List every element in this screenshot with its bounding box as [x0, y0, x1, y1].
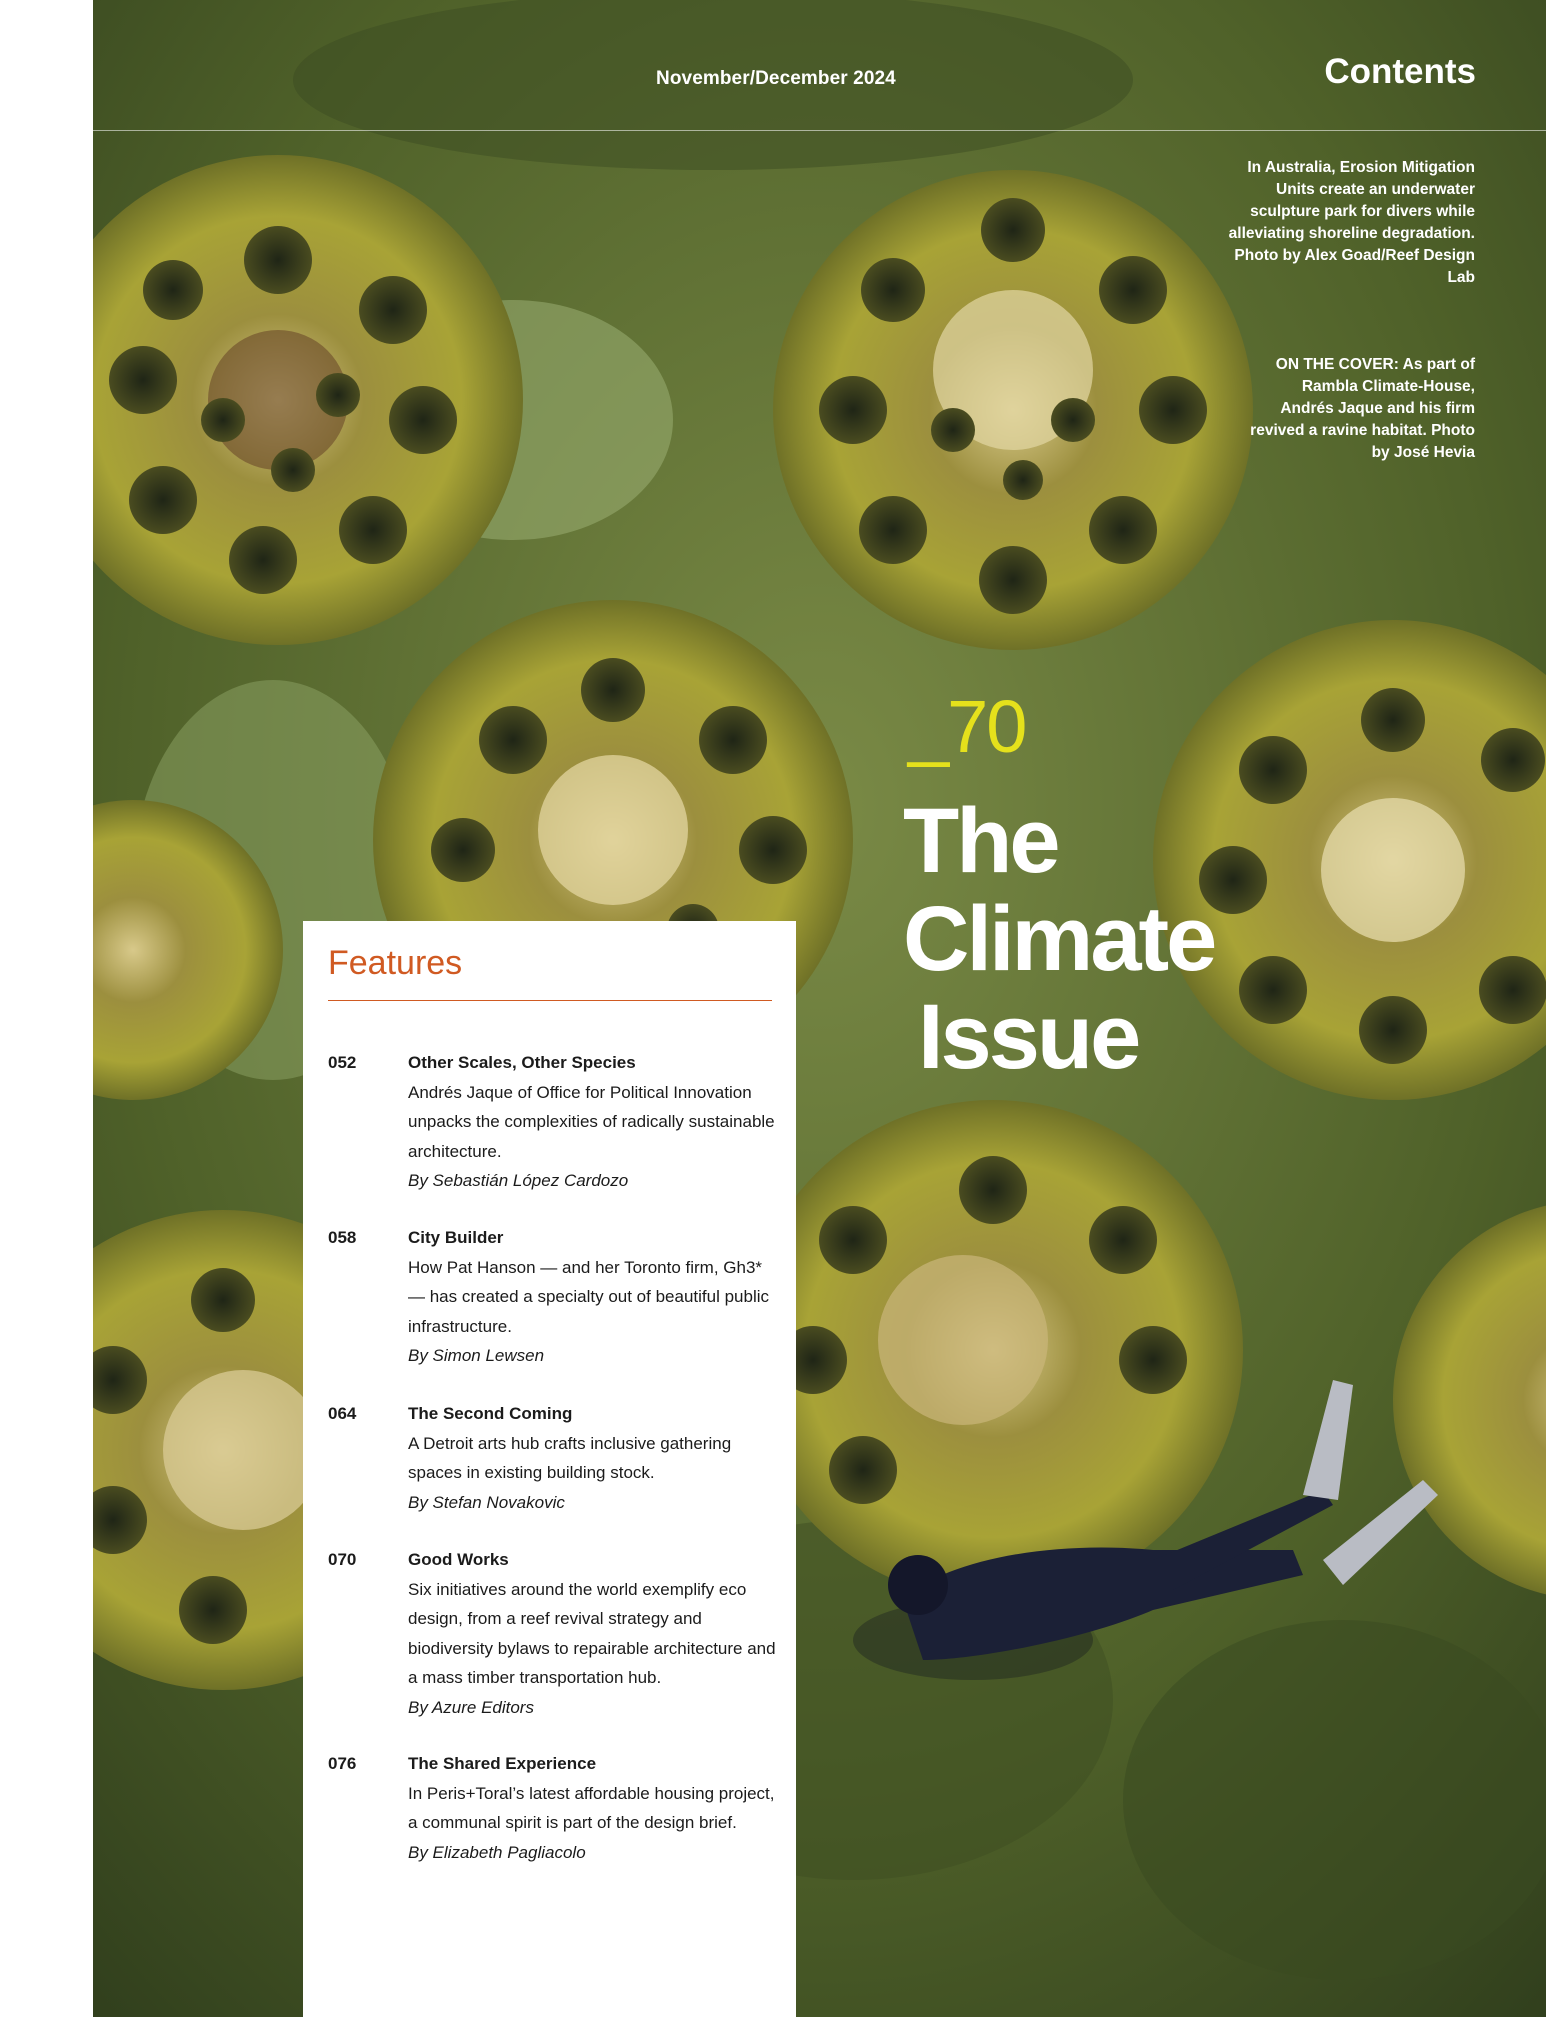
- feature-description: Andrés Jaque of Office for Political Innovation unpacks the complexities of radically sustainable architecture.: [408, 1082, 775, 1161]
- feature-item[interactable]: [328, 1048, 778, 1196]
- reef-unit: [743, 1100, 1243, 1600]
- page-title: Contents: [1324, 52, 1476, 91]
- feature-page-number: 058: [328, 1228, 357, 1247]
- feature-byline: By Elizabeth Pagliacolo: [408, 1842, 586, 1862]
- feature-description: A Detroit arts hub crafts inclusive gathering spaces in existing building stock.: [408, 1433, 732, 1482]
- cover-caption: [1245, 354, 1475, 464]
- reef-unit: [773, 170, 1253, 650]
- features-panel: [303, 921, 796, 2017]
- issue-title-line: The: [903, 790, 1058, 892]
- issue-title-line: Issue: [918, 986, 1139, 1088]
- header-rule: [93, 130, 1546, 131]
- feature-item[interactable]: [328, 1749, 778, 1867]
- feature-title: The Shared Experience: [408, 1754, 597, 1773]
- feature-description: In Peris+Toral’s latest affordable housing project, a communal spirit is part of the design brief.: [408, 1783, 775, 1832]
- features-heading: Features: [328, 944, 463, 982]
- feature-item[interactable]: [328, 1399, 778, 1517]
- feature-title: Good Works: [408, 1550, 509, 1569]
- issue-title-line: Climate: [903, 888, 1215, 990]
- issue-number: _70: [908, 685, 1026, 768]
- feature-page-number: 076: [328, 1754, 357, 1773]
- feature-description: Six initiatives around the world exemplify eco design, from a reef revival strategy and biodiversity bylaws to repairable architecture and a mass timber transportation hub.: [408, 1579, 776, 1687]
- issue-title: [903, 792, 1323, 1086]
- feature-page-number: 070: [328, 1550, 357, 1569]
- issue-date: November/December 2024: [656, 68, 896, 89]
- cover-caption-label: ON THE COVER:: [1275, 356, 1399, 373]
- photo-caption: In Australia, Erosion Mitigation Units create an underwater sculpture park for divers while alleviating shoreline degradation. Photo by Alex Goad/Reef Design Lab: [1228, 159, 1475, 286]
- feature-byline: By Azure Editors: [408, 1697, 534, 1717]
- features-rule: [328, 1000, 772, 1001]
- feature-item[interactable]: [328, 1223, 778, 1371]
- feature-item[interactable]: [328, 1545, 778, 1722]
- feature-title: Other Scales, Other Species: [408, 1053, 636, 1072]
- feature-byline: By Sebastián López Cardozo: [408, 1171, 629, 1190]
- feature-byline: By Stefan Novakovic: [408, 1492, 565, 1512]
- feature-page-number: 052: [328, 1053, 357, 1072]
- feature-title: The Second Coming: [408, 1404, 573, 1423]
- feature-title: City Builder: [408, 1228, 504, 1247]
- feature-description: How Pat Hanson — and her Toronto firm, Gh3* — has created a specialty out of beautiful public infrastructure.: [408, 1257, 769, 1336]
- feature-page-number: 064: [328, 1404, 357, 1423]
- feature-byline: By Simon Lewsen: [408, 1346, 545, 1365]
- cover-caption-text: As part of Rambla Climate-House, Andrés Jaque and his firm revived a ravine habitat. Photo by José Hevia: [1250, 356, 1475, 461]
